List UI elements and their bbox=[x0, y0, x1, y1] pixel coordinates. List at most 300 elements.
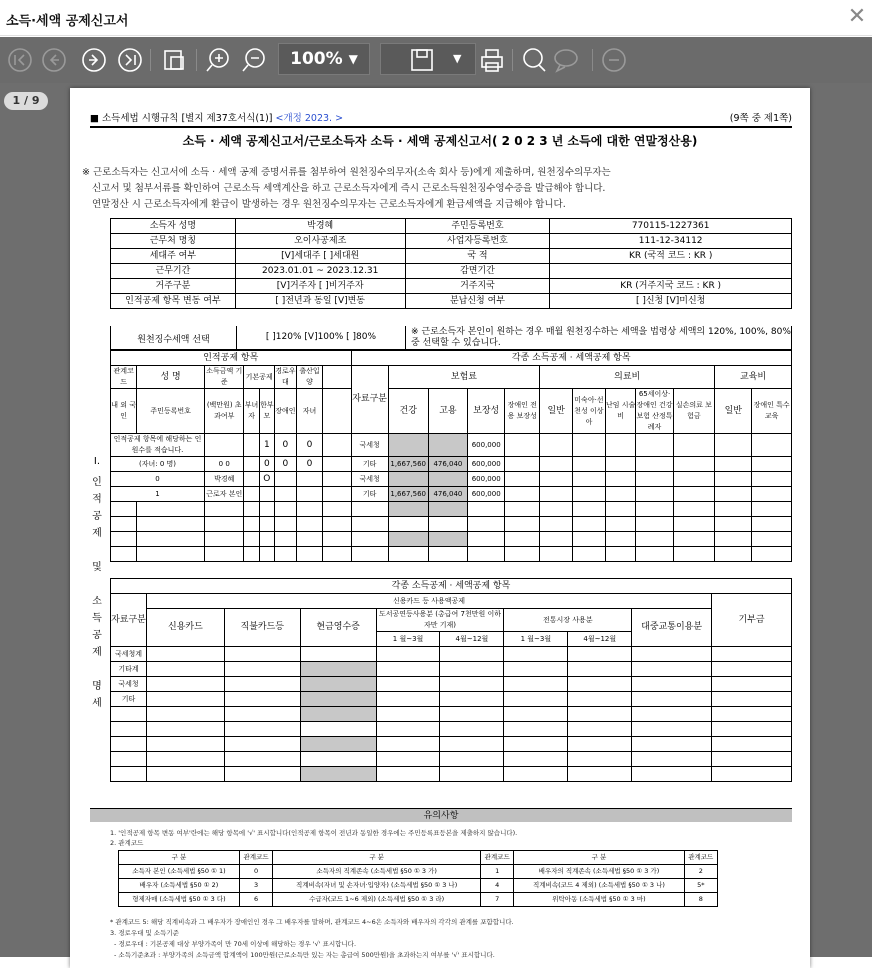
table-cell bbox=[632, 692, 712, 707]
table-cell bbox=[440, 752, 504, 767]
table-cell: 476,040 bbox=[428, 457, 467, 472]
table-row bbox=[111, 594, 792, 609]
revision-link[interactable]: <개정 2023. > bbox=[275, 113, 344, 124]
table-cell bbox=[673, 487, 715, 502]
table-cell bbox=[323, 547, 351, 562]
table-cell: 600,000 bbox=[468, 472, 505, 487]
table-row bbox=[111, 547, 792, 562]
withhold-note: ※ 근로소득자 본인이 원하는 경우 매월 원천징수하는 세액을 법령상 세액의 120%, 100%, 80% 중 선택할 수 있습니다. bbox=[411, 327, 791, 348]
table-cell bbox=[752, 457, 792, 472]
info-value: KR (거주지국 코드 : KR ) bbox=[550, 279, 792, 294]
table-cell bbox=[505, 472, 540, 487]
table-cell bbox=[351, 532, 388, 547]
info-value: [V]세대주 [ ]세대원 bbox=[235, 249, 405, 264]
table-cell bbox=[568, 692, 632, 707]
table-row bbox=[111, 502, 792, 517]
table-cell bbox=[568, 677, 632, 692]
table-cell bbox=[146, 647, 224, 662]
table-cell: 배우자의 직계존속 (소득세법 §50 ① 3 가) bbox=[514, 865, 684, 879]
table-cell bbox=[752, 547, 792, 562]
side-label: 명 bbox=[92, 681, 102, 692]
table-cell bbox=[573, 532, 606, 547]
info-label: 사업자등록번호 bbox=[405, 234, 550, 249]
table-cell bbox=[440, 662, 504, 677]
table-cell bbox=[146, 677, 224, 692]
table-cell bbox=[244, 547, 259, 562]
table-cell: 도서공연등사용분 (총급여 7천만원 이하자만 기재) bbox=[376, 609, 504, 632]
table-cell bbox=[636, 532, 673, 547]
table-cell bbox=[632, 722, 712, 737]
window-titlebar bbox=[0, 0, 872, 36]
table-cell bbox=[440, 677, 504, 692]
window-title: 소득·세액 공제신고서 bbox=[6, 14, 129, 29]
side-label: 공 bbox=[92, 630, 102, 641]
table-cell bbox=[605, 502, 636, 517]
table-row bbox=[111, 457, 792, 472]
table-cell bbox=[274, 532, 296, 547]
table-cell bbox=[376, 767, 440, 782]
document-title: 소득 · 세액 공제신고서/근로소득자 소득 · 세액 공제신고서( 2 0 2 3 년 소득에 대한 연말정산용) bbox=[182, 134, 698, 148]
table-cell: 일반 bbox=[715, 389, 752, 434]
table-cell bbox=[388, 517, 428, 532]
table-cell bbox=[504, 647, 568, 662]
toolbar-divider bbox=[592, 49, 593, 71]
table-cell: 형제자매 (소득세법 §50 ① 3 다) bbox=[119, 893, 240, 907]
table-cell bbox=[224, 752, 300, 767]
table-cell bbox=[376, 722, 440, 737]
table-cell bbox=[504, 707, 568, 722]
table-cell: 고용 bbox=[428, 389, 467, 434]
table-cell bbox=[715, 532, 752, 547]
table-cell: 0 bbox=[239, 865, 272, 879]
table-cell bbox=[712, 752, 792, 767]
table-cell bbox=[244, 502, 259, 517]
table-cell: 기부금 bbox=[712, 594, 792, 647]
table-cell bbox=[573, 457, 606, 472]
info-label: 분납신청 여부 bbox=[405, 294, 550, 309]
table-cell: 0 bbox=[259, 457, 274, 472]
table-row bbox=[111, 389, 792, 434]
side-label: 공 bbox=[92, 511, 102, 522]
table-cell bbox=[752, 517, 792, 532]
table-cell bbox=[540, 502, 573, 517]
table-cell: 신용카드 bbox=[146, 609, 224, 647]
zoom-in-icon[interactable] bbox=[204, 46, 232, 74]
fit-page-icon[interactable] bbox=[160, 46, 188, 74]
table-cell bbox=[715, 487, 752, 502]
side-label: 제 bbox=[92, 528, 102, 539]
table-cell bbox=[573, 547, 606, 562]
table-cell bbox=[300, 647, 376, 662]
table-cell: 건강 bbox=[388, 389, 428, 434]
table-cell bbox=[388, 502, 428, 517]
table-row bbox=[111, 351, 792, 366]
side-label: 및 bbox=[92, 562, 102, 573]
table-cell bbox=[296, 547, 322, 562]
table-cell: 박경혜 bbox=[205, 472, 244, 487]
table-cell bbox=[274, 472, 296, 487]
table-cell bbox=[504, 752, 568, 767]
table-cell bbox=[504, 767, 568, 782]
table-cell: 전통시장 사용분 bbox=[504, 609, 632, 632]
table-cell: O bbox=[259, 472, 274, 487]
side-label: 제 bbox=[92, 647, 102, 658]
table-cell: 4 bbox=[480, 879, 513, 893]
table-cell bbox=[752, 472, 792, 487]
info-label: 근무기간 bbox=[111, 264, 236, 279]
table-cell: 소득금액 기준 bbox=[205, 366, 244, 389]
table-cell bbox=[224, 722, 300, 737]
card-deduction-table bbox=[110, 578, 792, 782]
table-cell bbox=[244, 487, 259, 502]
info-label: 세대주 여부 bbox=[111, 249, 236, 264]
table-cell bbox=[673, 547, 715, 562]
table-cell bbox=[111, 707, 147, 722]
table-cell bbox=[323, 389, 351, 434]
table-cell bbox=[259, 487, 274, 502]
table-cell bbox=[244, 434, 259, 457]
table-cell bbox=[244, 472, 259, 487]
save-icon bbox=[409, 47, 435, 73]
table-cell: 1 월~3월 bbox=[504, 632, 568, 647]
next-page-icon[interactable] bbox=[80, 46, 108, 74]
table-cell bbox=[505, 517, 540, 532]
table-cell bbox=[540, 517, 573, 532]
table-cell: 65세이상· 장애인 건강보험 산정특례자 bbox=[636, 389, 673, 434]
table-cell bbox=[388, 472, 428, 487]
table-cell bbox=[300, 752, 376, 767]
table-cell bbox=[540, 472, 573, 487]
table-cell bbox=[632, 737, 712, 752]
table-cell bbox=[388, 532, 428, 547]
table-cell: 위탁아동 (소득세법 §50 ① 3 마) bbox=[514, 893, 684, 907]
table-cell bbox=[673, 532, 715, 547]
info-label: 거주구분 bbox=[111, 279, 236, 294]
table-cell bbox=[673, 472, 715, 487]
table-cell bbox=[146, 767, 224, 782]
table-cell bbox=[244, 532, 259, 547]
table-row bbox=[119, 851, 718, 865]
table-cell bbox=[568, 707, 632, 722]
zoom-out-icon[interactable] bbox=[240, 46, 268, 74]
table-cell bbox=[137, 532, 205, 547]
table-cell: 국세청 bbox=[111, 677, 147, 692]
table-cell bbox=[376, 737, 440, 752]
info-value: 2023.01.01 ~ 2023.12.31 bbox=[235, 264, 405, 279]
page-of: (9쪽 중 제1쪽) bbox=[729, 113, 792, 124]
side-label: 소 bbox=[92, 596, 102, 607]
table-cell bbox=[752, 434, 792, 457]
table-cell bbox=[428, 547, 467, 562]
table-cell: 국세청 bbox=[351, 434, 388, 457]
table-cell: 경로우대 bbox=[274, 366, 296, 389]
table-cell: 성 명 bbox=[137, 366, 205, 389]
table-cell: 현금영수증 bbox=[300, 609, 376, 647]
table-cell: (백만원) 초과여부 bbox=[205, 389, 244, 434]
table-cell: 직계비속(자녀 및 손자녀·입양자) (소득세법 §50 ① 3 나) bbox=[273, 879, 481, 893]
toolbar-divider bbox=[512, 49, 513, 71]
table-cell bbox=[504, 737, 568, 752]
table-cell bbox=[712, 737, 792, 752]
caution-title: 유의사항 bbox=[90, 808, 792, 822]
search-icon[interactable] bbox=[520, 46, 548, 74]
table-cell bbox=[323, 487, 351, 502]
first-page-icon[interactable] bbox=[6, 46, 34, 74]
table-cell bbox=[244, 517, 259, 532]
table-cell bbox=[636, 457, 673, 472]
table-cell bbox=[388, 547, 428, 562]
table-cell: 600,000 bbox=[468, 487, 505, 502]
table-cell bbox=[428, 532, 467, 547]
info-value: 박경혜 bbox=[235, 219, 405, 234]
table-cell: 1 bbox=[259, 434, 274, 457]
table-cell bbox=[111, 737, 147, 752]
table-cell bbox=[468, 517, 505, 532]
table-cell: 보장성 bbox=[468, 389, 505, 434]
table-cell bbox=[632, 662, 712, 677]
table-cell bbox=[715, 502, 752, 517]
caution-line: 2. 관계코드 bbox=[110, 839, 144, 847]
table-cell bbox=[712, 722, 792, 737]
table-cell: 600,000 bbox=[468, 457, 505, 472]
table-cell bbox=[440, 722, 504, 737]
table-cell bbox=[605, 472, 636, 487]
table-cell bbox=[715, 547, 752, 562]
table-row bbox=[111, 434, 792, 457]
table-cell bbox=[712, 677, 792, 692]
table-cell bbox=[712, 662, 792, 677]
table-cell bbox=[673, 502, 715, 517]
table-cell: 4월~12월 bbox=[568, 632, 632, 647]
table-row bbox=[111, 707, 792, 722]
table-row bbox=[111, 264, 792, 279]
comment-icon[interactable] bbox=[552, 46, 580, 74]
side-label: Ⅰ. bbox=[93, 456, 101, 467]
table-row bbox=[111, 279, 792, 294]
table-cell: 실손의료 보험금 bbox=[673, 389, 715, 434]
table-cell: 부녀자 bbox=[244, 389, 259, 434]
table-cell bbox=[712, 647, 792, 662]
table-cell bbox=[300, 767, 376, 782]
table-cell: 일반 bbox=[540, 389, 573, 434]
chevron-down-icon[interactable]: ▼ bbox=[453, 52, 462, 65]
info-label: 인적공제 항목 변동 여부 bbox=[111, 294, 236, 309]
table-cell bbox=[715, 457, 752, 472]
table-row bbox=[111, 532, 792, 547]
document-viewer[interactable] bbox=[0, 83, 872, 957]
table-cell bbox=[504, 692, 568, 707]
table-cell bbox=[428, 472, 467, 487]
law-ref-text: ■ 소득세법 시행규칙 [별지 제37호서식(1)] bbox=[90, 113, 273, 124]
toolbar-divider bbox=[150, 49, 151, 71]
table-cell bbox=[505, 434, 540, 457]
table-cell bbox=[636, 472, 673, 487]
table-cell: 3 bbox=[239, 879, 272, 893]
table-cell bbox=[296, 472, 322, 487]
table-cell bbox=[146, 707, 224, 722]
table-cell bbox=[388, 434, 428, 457]
table-cell bbox=[505, 457, 540, 472]
table-cell bbox=[146, 692, 224, 707]
info-value: KR (국적 코드 : KR ) bbox=[550, 249, 792, 264]
info-label: 국 적 bbox=[405, 249, 550, 264]
table-cell bbox=[376, 752, 440, 767]
table-cell bbox=[632, 647, 712, 662]
notice-line: ※ 근로소득자는 신고서에 소득 · 세액 공제 증명서류를 첨부하여 원천징수의무자(소속 회사 등)에게 제출하며, 원천징수의무자는 bbox=[82, 167, 611, 178]
table-cell: 기타계 bbox=[111, 662, 147, 677]
prev-page-icon[interactable] bbox=[40, 46, 68, 74]
table-cell: 구 분 bbox=[514, 851, 684, 865]
info-value: 770115-1227361 bbox=[550, 219, 792, 234]
table-cell: (자녀: 0 명) bbox=[111, 457, 205, 472]
close-doc-icon[interactable] bbox=[600, 46, 628, 74]
table-cell bbox=[205, 532, 244, 547]
table-row bbox=[111, 294, 792, 309]
table-cell bbox=[224, 692, 300, 707]
table-cell bbox=[540, 434, 573, 457]
table-cell bbox=[274, 517, 296, 532]
table-cell: 0 bbox=[274, 434, 296, 457]
table-cell bbox=[205, 434, 244, 457]
table-cell bbox=[259, 517, 274, 532]
table-cell: 한부모 bbox=[259, 389, 274, 434]
table-cell: 2 bbox=[684, 865, 717, 879]
last-page-icon[interactable] bbox=[116, 46, 144, 74]
table-cell bbox=[712, 767, 792, 782]
table-cell bbox=[428, 517, 467, 532]
table-cell bbox=[259, 532, 274, 547]
side-label: 득 bbox=[92, 613, 102, 624]
relation-code-table bbox=[118, 850, 718, 907]
table-cell: 1 월~3월 bbox=[376, 632, 440, 647]
table-cell bbox=[468, 532, 505, 547]
close-icon[interactable]: ✕ bbox=[847, 4, 867, 29]
table-cell bbox=[540, 487, 573, 502]
table-row bbox=[111, 662, 792, 677]
table-cell: 자료구분 bbox=[111, 594, 147, 647]
table-cell: 난임 시술비 bbox=[605, 389, 636, 434]
table-cell bbox=[300, 692, 376, 707]
table-cell bbox=[712, 692, 792, 707]
table-row bbox=[111, 752, 792, 767]
table-cell bbox=[428, 502, 467, 517]
table-row bbox=[111, 472, 792, 487]
table-cell bbox=[300, 707, 376, 722]
zoom-value: 100% bbox=[290, 49, 343, 69]
table-cell: 소득자의 직계존속 (소득세법 §50 ① 3 가) bbox=[273, 865, 481, 879]
side-label: 인 bbox=[92, 477, 102, 488]
table-cell: 직계비속(코드 4 제외) (소득세법 §50 ① 3 나) bbox=[514, 879, 684, 893]
table-cell bbox=[632, 767, 712, 782]
table-cell bbox=[224, 767, 300, 782]
table-cell: 자녀 bbox=[296, 389, 322, 434]
table-cell bbox=[540, 457, 573, 472]
info-label: 소득자 성명 bbox=[111, 219, 236, 234]
table-row bbox=[119, 865, 718, 879]
table-cell bbox=[440, 767, 504, 782]
table-cell bbox=[323, 472, 351, 487]
table-cell: 7 bbox=[480, 893, 513, 907]
table-cell: 8 bbox=[684, 893, 717, 907]
table-cell bbox=[376, 662, 440, 677]
table-cell bbox=[376, 677, 440, 692]
table-cell bbox=[440, 707, 504, 722]
table-cell bbox=[323, 457, 351, 472]
table-cell: 기타 bbox=[351, 457, 388, 472]
table-cell: 0 bbox=[296, 434, 322, 457]
table-cell: 국세청 bbox=[351, 472, 388, 487]
table-cell: 수급자(코드 1~6 제외) (소득세법 §50 ① 3 라) bbox=[273, 893, 481, 907]
table-row bbox=[119, 893, 718, 907]
table-cell bbox=[605, 532, 636, 547]
table-cell bbox=[300, 677, 376, 692]
table-cell bbox=[632, 677, 712, 692]
zoom-select[interactable] bbox=[278, 43, 370, 75]
table-cell bbox=[111, 767, 147, 782]
table-cell bbox=[752, 532, 792, 547]
table-cell bbox=[636, 517, 673, 532]
table-cell bbox=[636, 487, 673, 502]
table-cell bbox=[673, 517, 715, 532]
table-cell bbox=[636, 502, 673, 517]
table-cell: 기타 bbox=[111, 692, 147, 707]
table-cell bbox=[300, 662, 376, 677]
table-cell bbox=[440, 692, 504, 707]
table-cell bbox=[224, 662, 300, 677]
personal-deduction-table bbox=[110, 350, 792, 562]
table-cell bbox=[568, 737, 632, 752]
table-cell: 인적공제 항목에 해당하는 인원수를 적습니다. bbox=[111, 434, 205, 457]
print-icon[interactable] bbox=[478, 46, 506, 74]
table-cell: 관계코드 bbox=[239, 851, 272, 865]
table-cell bbox=[673, 457, 715, 472]
table-cell: 5* bbox=[684, 879, 717, 893]
info-label: 거주지국 bbox=[405, 279, 550, 294]
info-value: [ ]전년과 동일 [V]변동 bbox=[235, 294, 405, 309]
table-cell bbox=[636, 547, 673, 562]
caution-line: - 소득기준초과 : 부양가족의 소득금액 합계액이 100만원(근로소득만 있는 자는 총급여 500만원)을 초과하는지 여부를 '√' 표시합니다. bbox=[114, 951, 495, 959]
table-cell bbox=[468, 547, 505, 562]
table-cell bbox=[146, 722, 224, 737]
table-cell bbox=[111, 752, 147, 767]
table-cell bbox=[568, 722, 632, 737]
table-cell bbox=[573, 487, 606, 502]
table-cell: 교육비 bbox=[715, 366, 792, 389]
chevron-down-icon: ▼ bbox=[348, 52, 358, 66]
table-cell bbox=[505, 532, 540, 547]
table-cell bbox=[300, 722, 376, 737]
table-cell bbox=[505, 487, 540, 502]
table-cell: 0 bbox=[296, 457, 322, 472]
table-cell bbox=[323, 532, 351, 547]
table-cell: 근로자 본인 bbox=[205, 487, 244, 502]
table-cell bbox=[376, 707, 440, 722]
table-cell bbox=[111, 532, 137, 547]
table-row bbox=[111, 647, 792, 662]
table-cell bbox=[224, 737, 300, 752]
table-cell bbox=[274, 487, 296, 502]
table-cell: 관계코드 bbox=[684, 851, 717, 865]
table-cell: 0 bbox=[111, 472, 205, 487]
table-cell: 600,000 bbox=[468, 434, 505, 457]
table-cell bbox=[137, 517, 205, 532]
table-cell: 1 bbox=[480, 865, 513, 879]
save-dropdown[interactable] bbox=[380, 43, 476, 75]
table-row bbox=[111, 517, 792, 532]
personal-header: 인적공제 항목 bbox=[111, 351, 352, 366]
table-cell: 국세청계 bbox=[111, 647, 147, 662]
table-cell bbox=[300, 737, 376, 752]
